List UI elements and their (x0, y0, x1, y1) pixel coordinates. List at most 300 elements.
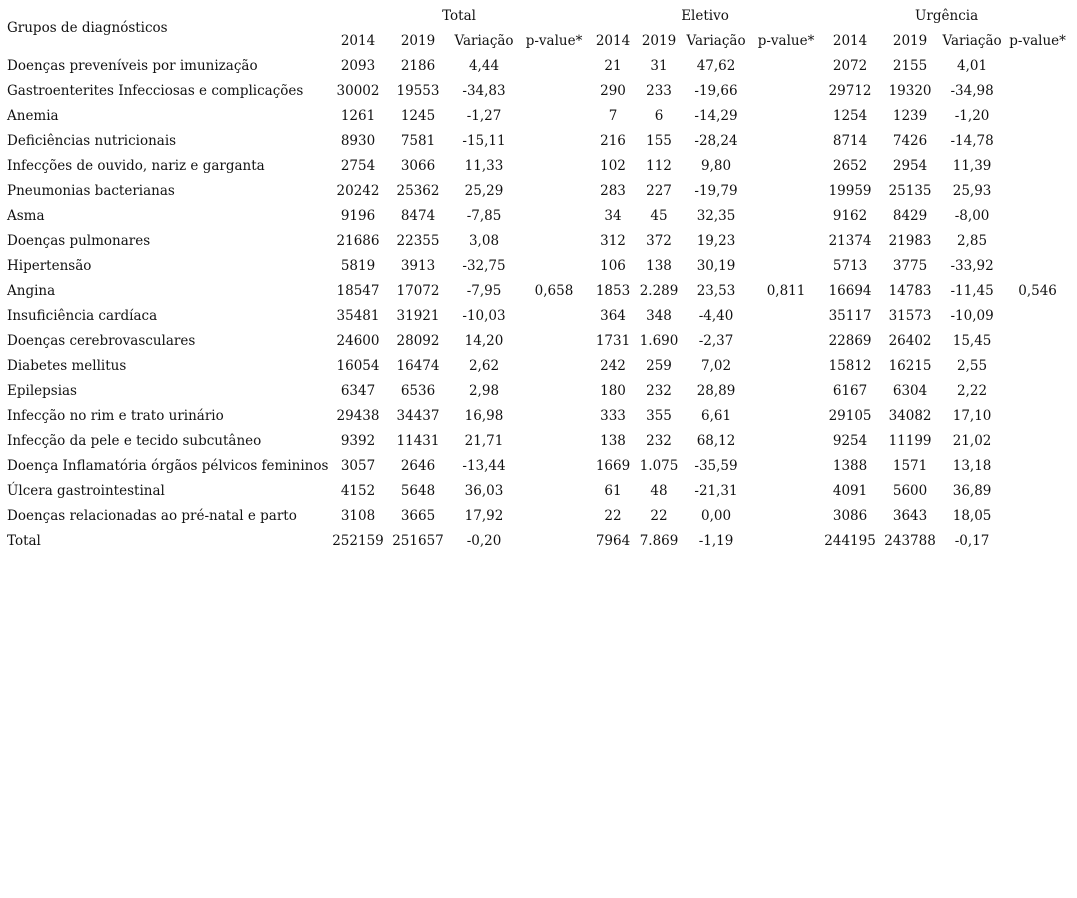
table-cell: 283 (600, 183, 626, 199)
table-cell: 3643 (892, 508, 928, 524)
subheader-2019: 2019 (892, 33, 928, 49)
table-cell: 9196 (340, 208, 376, 224)
table-cell (751, 529, 821, 554)
table-cell: 2954 (892, 158, 928, 174)
table-cell: 6347 (340, 383, 376, 399)
table-row (4, 279, 1072, 304)
subheader-p-value: p-value* (757, 33, 815, 49)
table-cell: 25,93 (952, 183, 992, 199)
table-cell: 21,02 (952, 433, 992, 449)
table-cell: -34,98 (950, 83, 994, 99)
table-row (4, 254, 1072, 279)
table-row (4, 404, 1072, 429)
row-label: Deficiências nutricionais (7, 133, 177, 149)
table-cell: 6167 (832, 383, 868, 399)
table-cell: 34082 (888, 408, 932, 424)
table-cell: -10,03 (462, 308, 506, 324)
table-cell: 30,19 (696, 258, 736, 274)
table-cell: 21374 (828, 233, 872, 249)
table-cell: 21686 (336, 233, 380, 249)
table-cell: 36,89 (952, 483, 992, 499)
table-cell: 1254 (832, 108, 868, 124)
row-label: Asma (7, 208, 45, 224)
table-cell: -1,20 (954, 108, 990, 124)
table-header (4, 4, 1072, 54)
table-cell: -11,45 (950, 283, 994, 299)
table-cell: 26402 (888, 333, 932, 349)
table-cell: -33,92 (950, 258, 994, 274)
table-cell: 138 (600, 433, 626, 449)
table-cell: 18547 (336, 283, 380, 299)
table-cell (751, 204, 821, 229)
table-cell: -0,20 (466, 533, 502, 549)
table-cell (519, 179, 589, 204)
row-label: Angina (7, 283, 56, 299)
table-cell: 21 (604, 58, 622, 74)
table-cell: 372 (646, 233, 672, 249)
table-cell: 180 (600, 383, 626, 399)
table-row (4, 329, 1072, 354)
table-cell: 2,62 (468, 358, 500, 374)
table-cell (751, 429, 821, 454)
table-cell (751, 504, 821, 529)
table-cell: 244195 (824, 533, 876, 549)
subheader-2014: 2014 (340, 33, 376, 49)
table-cell: 312 (600, 233, 626, 249)
table-row (4, 229, 1072, 254)
table-cell (751, 479, 821, 504)
table-row (4, 529, 1072, 554)
table-row (4, 379, 1072, 404)
table-cell: 45 (650, 208, 668, 224)
table-cell: 8930 (340, 133, 376, 149)
table-cell (1003, 354, 1072, 379)
table-cell: 2754 (340, 158, 376, 174)
table-cell: 34437 (396, 408, 440, 424)
table-cell (1003, 179, 1072, 204)
table-cell: 9,80 (700, 158, 732, 174)
table-cell (519, 79, 589, 104)
row-label: Diabetes mellitus (7, 358, 127, 374)
table-cell: -4,40 (698, 308, 734, 324)
subheader-2019: 2019 (400, 33, 436, 49)
table-cell: 112 (646, 158, 672, 174)
table-cell: 19553 (396, 83, 440, 99)
table-cell: 7964 (595, 533, 631, 549)
table-cell: 2,85 (957, 233, 988, 249)
table-cell: 4091 (832, 483, 868, 499)
group-header-urgencia: Urgência (915, 8, 979, 24)
table-cell: 5648 (400, 483, 436, 499)
table-row (4, 479, 1072, 504)
table-cell: 5819 (340, 258, 376, 274)
row-label: Doença Inflamatória órgãos pélvicos femininos (7, 458, 329, 474)
table-cell: 31921 (396, 308, 440, 324)
table-cell: 14,20 (464, 333, 504, 349)
table-row (4, 154, 1072, 179)
table-cell: 11199 (888, 433, 932, 449)
table-cell (1003, 229, 1072, 254)
table-cell: 252159 (332, 533, 384, 549)
table-cell (519, 429, 589, 454)
table-cell: 4152 (340, 483, 376, 499)
table-cell: 1.075 (639, 458, 679, 474)
row-label: Infecção no rim e trato urinário (7, 408, 224, 424)
table-cell: -32,75 (462, 258, 506, 274)
table-cell: 11,33 (464, 158, 504, 174)
table-cell (1003, 379, 1072, 404)
table-cell: 7426 (892, 133, 928, 149)
table-cell: 28,89 (696, 383, 736, 399)
table-cell: 11431 (396, 433, 440, 449)
table-cell (1003, 529, 1072, 554)
table-cell: 7 (608, 108, 618, 124)
table-cell: 5713 (832, 258, 868, 274)
table-cell: 16,98 (464, 408, 504, 424)
table-cell: 155 (646, 133, 672, 149)
table-cell: 1571 (892, 458, 928, 474)
table-cell: 14783 (888, 283, 932, 299)
table-cell: 3775 (892, 258, 928, 274)
table-cell: 2186 (400, 58, 436, 74)
table-cell: 7.869 (639, 533, 679, 549)
table-cell (1003, 204, 1072, 229)
table-cell: 36,03 (464, 483, 504, 499)
table-cell (519, 504, 589, 529)
table-cell: 6304 (892, 383, 928, 399)
table-cell: 1669 (595, 458, 631, 474)
row-label: Úlcera gastrointestinal (7, 483, 165, 499)
row-label: Hipertensão (7, 258, 92, 274)
row-label: Infecção da pele e tecido subcutâneo (7, 433, 262, 449)
table-cell (751, 129, 821, 154)
row-label: Epilepsias (7, 383, 77, 399)
table-cell: 47,62 (696, 58, 736, 74)
group-header-row (4, 4, 1072, 29)
table-row (4, 54, 1072, 79)
table-cell: 0,00 (700, 508, 732, 524)
table-cell: 102 (600, 158, 626, 174)
table-cell: 34 (604, 208, 622, 224)
table-cell: -19,66 (694, 83, 738, 99)
table-cell: 6 (654, 108, 664, 124)
table-cell: 11,39 (952, 158, 992, 174)
table-cell: 18,05 (952, 508, 992, 524)
table-cell: 0,811 (766, 283, 806, 299)
table-cell: 1239 (892, 108, 928, 124)
table-cell: -28,24 (694, 133, 738, 149)
table-cell (519, 204, 589, 229)
table-cell: 0,546 (1018, 283, 1057, 299)
table-cell: 1.690 (639, 333, 679, 349)
table-cell (1003, 254, 1072, 279)
subheader-2014: 2014 (595, 33, 631, 49)
group-header-eletivo: Eletivo (681, 8, 729, 24)
table-row (4, 79, 1072, 104)
row-label: Doenças relacionadas ao pré-natal e parto (7, 508, 297, 524)
table-cell (1003, 154, 1072, 179)
table-cell: 7581 (400, 133, 436, 149)
table-cell: -10,09 (950, 308, 994, 324)
table-cell: -1,27 (466, 108, 502, 124)
row-header-label: Grupos de diagnósticos (7, 20, 168, 36)
table-cell: 2,22 (957, 383, 988, 399)
table-cell: 333 (600, 408, 626, 424)
table-cell: 9392 (340, 433, 376, 449)
table-cell: -14,29 (694, 108, 738, 124)
row-label: Doenças cerebrovasculares (7, 333, 196, 349)
table-cell: 9162 (832, 208, 868, 224)
table-cell: 25135 (888, 183, 932, 199)
subheader-variacao: Variação (942, 33, 1002, 49)
row-label: Insuficiência cardíaca (7, 308, 158, 324)
table-cell: 2,55 (957, 358, 988, 374)
table-cell: -7,85 (466, 208, 502, 224)
table-cell: 4,01 (957, 58, 988, 74)
table-cell (1003, 404, 1072, 429)
table-cell: 15812 (828, 358, 872, 374)
table-cell: 8474 (400, 208, 436, 224)
table-cell: 25362 (396, 183, 440, 199)
table-row (4, 104, 1072, 129)
table-cell: 19320 (888, 83, 932, 99)
table-cell: 0,658 (534, 283, 574, 299)
table-cell: 2.289 (639, 283, 679, 299)
table-cell: 21,71 (464, 433, 504, 449)
row-label: Gastroenterites Infecciosas e complicações (7, 83, 304, 99)
table-cell (519, 379, 589, 404)
subheader-p-value: p-value* (525, 33, 583, 49)
table-cell (1003, 304, 1072, 329)
table-cell: 8429 (892, 208, 928, 224)
table-cell: 3665 (400, 508, 436, 524)
table-cell: 243788 (884, 533, 936, 549)
row-label: Anemia (7, 108, 59, 124)
table-cell: 2093 (340, 58, 376, 74)
table-cell: 3,08 (468, 233, 500, 249)
subheader-2014: 2014 (832, 33, 868, 49)
table-cell (519, 104, 589, 129)
table-cell: 2,98 (468, 383, 500, 399)
table-cell: 3066 (400, 158, 436, 174)
table-cell: 1388 (832, 458, 868, 474)
table-cell: 19,23 (696, 233, 736, 249)
table-cell: 23,53 (696, 283, 736, 299)
table-cell (751, 229, 821, 254)
row-label: Infecções de ouvido, nariz e garganta (7, 158, 265, 174)
table-cell (751, 404, 821, 429)
table-cell: 22869 (828, 333, 872, 349)
table-cell: 13,18 (952, 458, 992, 474)
table-cell: 29712 (828, 83, 872, 99)
table-cell (751, 104, 821, 129)
table-cell: 216 (600, 133, 626, 149)
table-cell (519, 304, 589, 329)
subheader-2019: 2019 (641, 33, 677, 49)
table-cell (1003, 54, 1072, 79)
table-row (4, 129, 1072, 154)
table-cell (519, 529, 589, 554)
table-cell: 3913 (400, 258, 436, 274)
table-cell: 30002 (336, 83, 380, 99)
subheader-p-value: p-value* (1009, 33, 1066, 49)
table-cell: 7,02 (700, 358, 732, 374)
table-cell: -7,95 (466, 283, 502, 299)
table-cell: 31 (650, 58, 668, 74)
table-cell: 1261 (340, 108, 376, 124)
table-cell: 232 (646, 433, 672, 449)
table-cell: 1245 (400, 108, 436, 124)
row-label: Doenças pulmonares (7, 233, 151, 249)
table-row (4, 454, 1072, 479)
table-cell (1003, 504, 1072, 529)
table-cell: 20242 (336, 183, 380, 199)
table-cell: 35117 (828, 308, 872, 324)
table-cell: 2646 (400, 458, 436, 474)
table-cell: 48 (650, 483, 668, 499)
table-cell: 290 (600, 83, 626, 99)
table-cell (1003, 129, 1072, 154)
table-cell: 4,44 (468, 58, 500, 74)
table-cell: -21,31 (694, 483, 738, 499)
table-cell: 232 (646, 383, 672, 399)
table-cell: -13,44 (462, 458, 506, 474)
table-cell: -15,11 (462, 133, 506, 149)
table-row (4, 429, 1072, 454)
table-cell (519, 479, 589, 504)
table-cell: 233 (646, 83, 672, 99)
table-cell (1003, 79, 1072, 104)
table-cell (519, 129, 589, 154)
table-cell: 2155 (892, 58, 928, 74)
table-cell: 32,35 (696, 208, 736, 224)
table-cell: 2072 (832, 58, 868, 74)
table-row (4, 504, 1072, 529)
table-cell (1003, 104, 1072, 129)
table-cell (751, 329, 821, 354)
table-cell (751, 54, 821, 79)
table-cell: 2652 (832, 158, 868, 174)
table-cell (519, 154, 589, 179)
table-cell: 19959 (828, 183, 872, 199)
row-label: Pneumonias bacterianas (7, 183, 175, 199)
table-cell: 1731 (595, 333, 631, 349)
table-cell (519, 404, 589, 429)
table-cell: 21983 (888, 233, 932, 249)
table-cell: -14,78 (950, 133, 994, 149)
table-cell: 35481 (336, 308, 380, 324)
table-cell: 22 (604, 508, 622, 524)
table-cell (751, 254, 821, 279)
table-cell: 17,92 (464, 508, 504, 524)
table-cell: 17,10 (952, 408, 992, 424)
table-cell: 251657 (392, 533, 444, 549)
table-cell: 3086 (832, 508, 868, 524)
table-cell (519, 354, 589, 379)
table-cell (751, 179, 821, 204)
table-cell (519, 329, 589, 354)
table-cell: 106 (600, 258, 626, 274)
table-cell: 242 (600, 358, 626, 374)
table-cell (519, 229, 589, 254)
table-cell: 9254 (832, 433, 868, 449)
table-cell: 22355 (396, 233, 440, 249)
table-cell: -35,59 (694, 458, 738, 474)
diagnostics-table (4, 4, 1072, 554)
table-cell (751, 304, 821, 329)
table-cell: -34,83 (462, 83, 506, 99)
table-cell: 29105 (828, 408, 872, 424)
table-cell (1003, 329, 1072, 354)
table-row (4, 354, 1072, 379)
table-cell (1003, 429, 1072, 454)
table-cell: -2,37 (698, 333, 734, 349)
subheader-variacao: Variação (686, 33, 746, 49)
table-cell (751, 354, 821, 379)
table-cell: 16474 (396, 358, 440, 374)
table-cell: 3057 (340, 458, 376, 474)
table-cell: 3108 (340, 508, 376, 524)
table-cell: 227 (646, 183, 672, 199)
table-cell (751, 454, 821, 479)
table-cell: 6536 (400, 383, 436, 399)
table-cell: -1,19 (698, 533, 734, 549)
table-cell: 16694 (828, 283, 872, 299)
table-cell (519, 454, 589, 479)
table-cell: 25,29 (464, 183, 504, 199)
table-cell: 28092 (396, 333, 440, 349)
table-cell (1003, 454, 1072, 479)
row-label: Total (7, 533, 41, 549)
table-cell: 138 (646, 258, 672, 274)
table-cell (751, 379, 821, 404)
table-body (4, 54, 1072, 554)
table-cell: 364 (600, 308, 626, 324)
table-cell: 31573 (888, 308, 932, 324)
table-cell: 5600 (892, 483, 928, 499)
table-cell (1003, 479, 1072, 504)
table-cell (751, 154, 821, 179)
table-cell: 24600 (336, 333, 380, 349)
table-cell: 61 (604, 483, 622, 499)
table-row (4, 304, 1072, 329)
table-cell: 8714 (832, 133, 868, 149)
table-cell: -0,17 (954, 533, 990, 549)
table-cell: 348 (646, 308, 672, 324)
table-cell: 22 (650, 508, 668, 524)
table-cell: -8,00 (954, 208, 990, 224)
table-cell: 15,45 (952, 333, 992, 349)
table-cell: 68,12 (696, 433, 736, 449)
group-header-total: Total (442, 8, 476, 24)
table-cell: 1853 (595, 283, 631, 299)
table-cell (519, 254, 589, 279)
table-cell (751, 79, 821, 104)
row-label: Doenças preveníveis por imunização (7, 58, 258, 74)
table-cell: -19,79 (694, 183, 738, 199)
table-row (4, 204, 1072, 229)
table-row (4, 179, 1072, 204)
table-cell: 16215 (888, 358, 932, 374)
table-cell: 17072 (396, 283, 440, 299)
subheader-variacao: Variação (454, 33, 514, 49)
table-cell (519, 54, 589, 79)
table-cell: 16054 (336, 358, 380, 374)
table-cell: 29438 (336, 408, 380, 424)
table-cell: 6,61 (700, 408, 732, 424)
table-cell: 355 (646, 408, 672, 424)
table-cell: 259 (646, 358, 672, 374)
